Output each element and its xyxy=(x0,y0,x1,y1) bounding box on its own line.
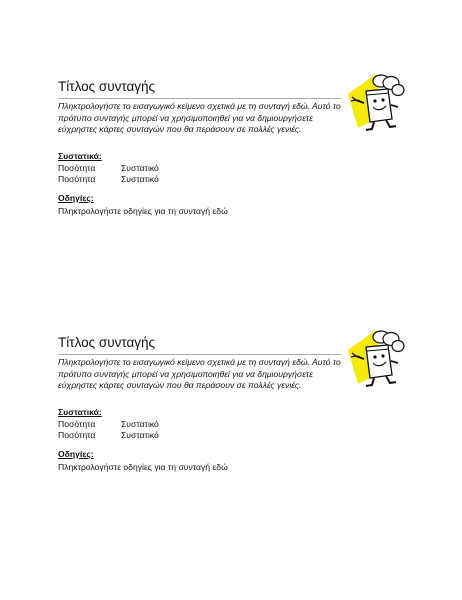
chef-clipart-icon xyxy=(346,72,406,132)
recipe-directions[interactable]: Πληκτρολογήστε οδηγίες για τη συνταγή εδώ xyxy=(58,206,228,216)
ingredients-heading: Συστατικά: xyxy=(58,151,102,161)
ingredients-heading: Συστατικά: xyxy=(58,407,102,417)
directions-heading: Οδηγίες: xyxy=(58,449,94,459)
ingredient-quantity[interactable]: Ποσότητα xyxy=(58,163,96,173)
title-divider xyxy=(58,354,341,355)
ingredient-row[interactable] xyxy=(58,419,159,429)
ingredient-quantity[interactable]: Ποσότητα xyxy=(58,419,96,429)
title-divider xyxy=(58,98,341,99)
ingredient-row[interactable] xyxy=(58,163,159,173)
ingredient-row[interactable] xyxy=(58,174,159,184)
recipe-card-1 xyxy=(0,72,462,322)
ingredient-name[interactable]: Συστατικό xyxy=(121,174,159,184)
ingredient-quantity[interactable]: Ποσότητα xyxy=(58,174,96,184)
recipe-title[interactable]: Τίτλος συνταγής xyxy=(58,79,156,94)
ingredient-name[interactable]: Συστατικό xyxy=(121,430,159,440)
recipe-title[interactable]: Τίτλος συνταγής xyxy=(58,335,156,350)
recipe-directions[interactable]: Πληκτρολογήστε οδηγίες για τη συνταγή εδώ xyxy=(58,462,228,472)
recipe-intro[interactable]: Πληκτρολογήστε το εισαγωγικό κείμενο σχετικά με τη συνταγή εδώ. Αυτό το πρότυπο συνταγής μπορεί να χρησιμοποιηθεί για να δημιουργήσετε εύχρηστες κάρτες συνταγών που θα περάσουν σε πολλές γενιές. xyxy=(58,357,341,391)
directions-heading: Οδηγίες: xyxy=(58,193,94,203)
recipe-intro[interactable]: Πληκτρολογήστε το εισαγωγικό κείμενο σχετικά με τη συνταγή εδώ. Αυτό το πρότυπο συνταγής μπορεί να χρησιμοποιηθεί για να δημιουργήσετε εύχρηστες κάρτες συνταγών που θα περάσουν σε πολλές γενιές. xyxy=(58,101,341,135)
recipe-card-2 xyxy=(0,328,462,578)
ingredient-name[interactable]: Συστατικό xyxy=(121,163,159,173)
ingredient-row[interactable] xyxy=(58,430,159,440)
ingredient-name[interactable]: Συστατικό xyxy=(121,419,159,429)
ingredient-quantity[interactable]: Ποσότητα xyxy=(58,430,96,440)
chef-clipart-icon xyxy=(346,328,406,388)
